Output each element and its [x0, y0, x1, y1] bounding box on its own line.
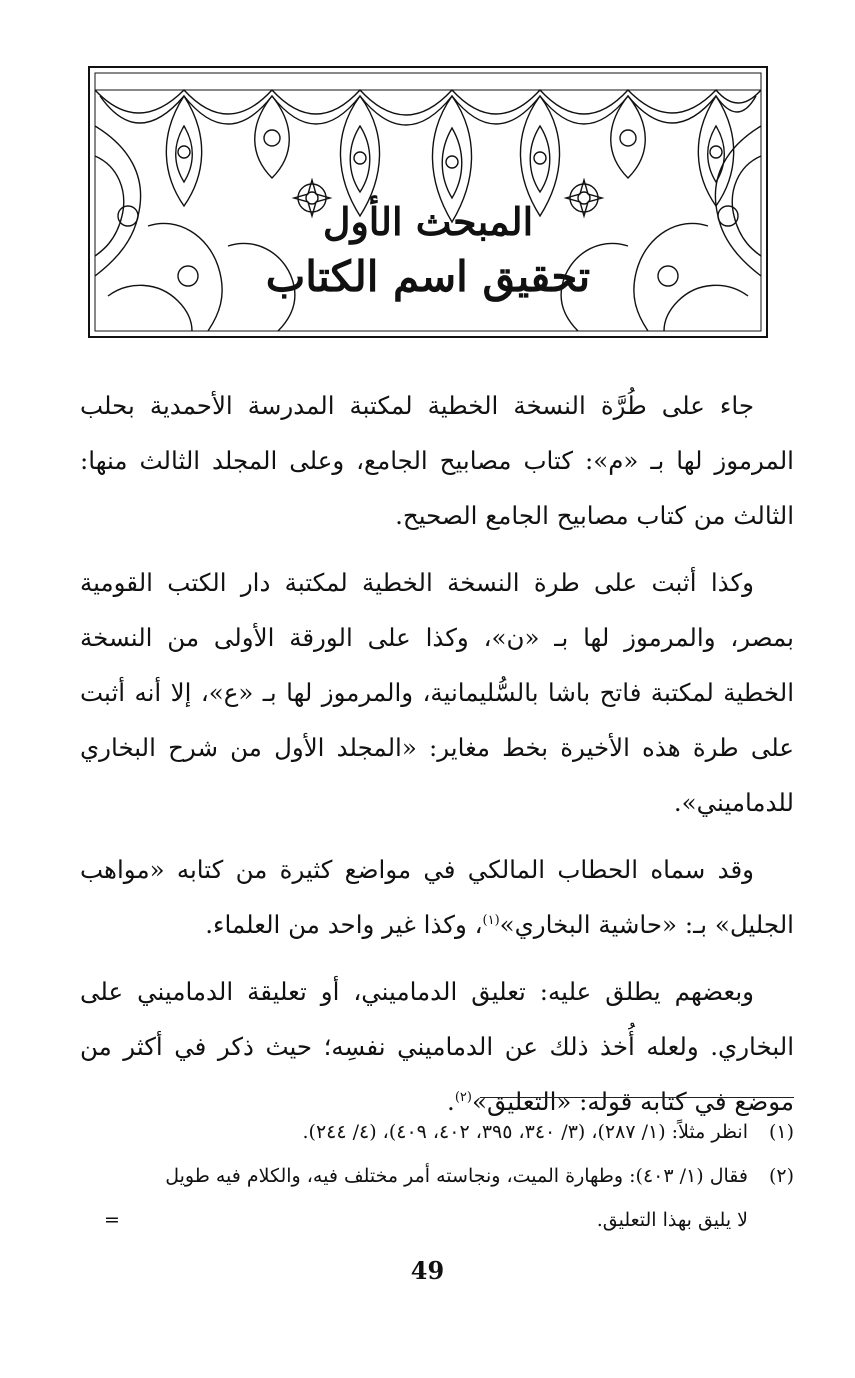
- paragraph-4: [80, 964, 794, 1129]
- chapter-heading: [88, 196, 768, 306]
- paragraph-3-tail: ، وكذا غير واحد من العلماء.: [205, 910, 483, 939]
- paragraph-3-text: وقد سماه الحطاب المالكي في مواضع كثيرة من كتابه «مواهب الجليل» بـ: «حاشية البخاري»: [80, 855, 794, 939]
- footnote-1: [80, 1110, 794, 1154]
- footnote-continuation-text: لا يليق بهذا التعليق.: [596, 1209, 748, 1231]
- page-number: 49: [410, 1256, 445, 1285]
- footnote-ref-2[interactable]: (٢): [454, 1089, 472, 1105]
- paragraph-4-text: وبعضهم يطلق عليه: تعليق الدماميني، أو تعليقة الدماميني على البخاري. ولعله أُخذ ذلك عن الدماميني نفسِه؛ حيث ذكر في أكثر من موضع في كتابه قوله: «التعليق»: [80, 977, 794, 1116]
- footnote-text: فقال (١/ ٤٠٣): وطهارة الميت، ونجاسته أمر مختلف فيه، والكلام فيه طويل: [165, 1165, 748, 1187]
- footnote-continuation-line: [80, 1198, 748, 1242]
- footnote-number: (٢): [768, 1165, 794, 1187]
- footnotes: [80, 1110, 794, 1242]
- continuation-mark: =: [104, 1209, 120, 1231]
- paragraph-4-tail: .: [447, 1087, 455, 1116]
- footnote-separator: [480, 1097, 794, 1098]
- body-text: [80, 378, 794, 1141]
- footnote-ref-1[interactable]: (١): [482, 912, 500, 928]
- paragraph-3: [80, 842, 794, 952]
- paragraph-1: جاء على طُرَّة النسخة الخطية لمكتبة المدرسة الأحمدية بحلب المرموز لها بـ «م»: كتاب مصابيح الجامع، وعلى المجلد الثالث منها: الثالث من كتاب مصابيح الجامع الصحيح.: [80, 391, 794, 530]
- paragraph-2: وكذا أثبت على طرة النسخة الخطية لمكتبة دار الكتب القومية بمصر، والمرموز لها بـ «ن»، وكذا على الورقة الأولى من النسخة الخطية لمكتبة فاتح باشا بالسُّليمانية، والمرموز لها بـ «ع»، إلا أنه أثبت على طرة هذه الأخيرة بخط مغاير: «المجلد الأول من شرح البخاري للدماميني».: [80, 568, 794, 817]
- footnote-text: انظر مثلاً: (١/ ٢٨٧)، (٣/ ٣٤٠، ٣٩٥، ٤٠٢، ٤٠٩)، (٤/ ٢٤٤).: [302, 1121, 748, 1143]
- section-subtitle: تحقيق اسم الكتاب: [265, 252, 591, 301]
- footnote-number: (١): [768, 1121, 794, 1143]
- footnote-2: [80, 1154, 794, 1242]
- section-title: المبحث الأول: [322, 199, 534, 244]
